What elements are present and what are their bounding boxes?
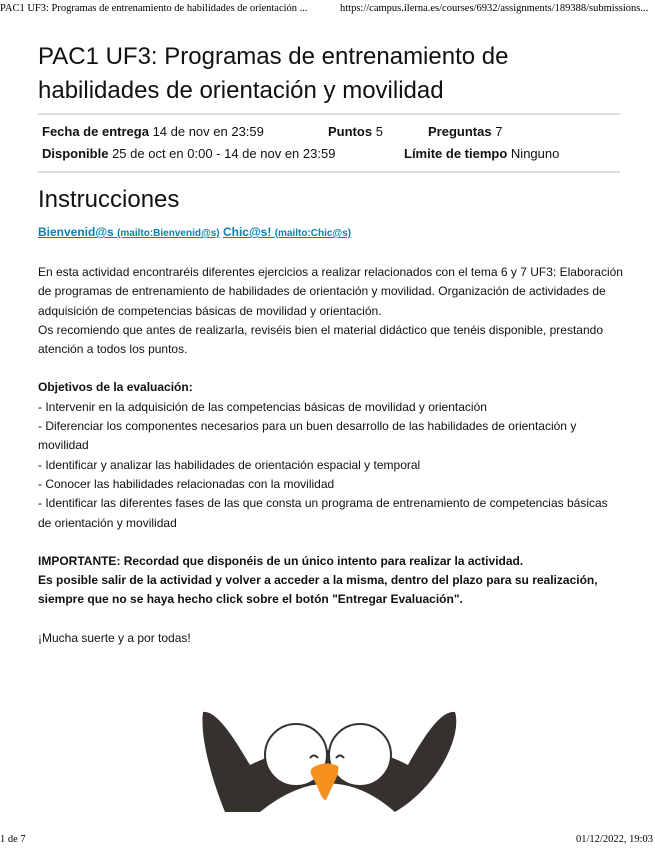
objective-item: - Conocer las habilidades relacionadas con la movilidad	[38, 476, 335, 491]
intro-paragraph: En esta actividad encontraréis diferentes ejercicios a realizar relacionados con el tema 6 y 7 UF3: Elaboración de programas de entrenamiento de habilidades de orientación y movilidad. Organización de actividades de adquisición de competencias básicas de movilidad y orientación. Os recomiendo que antes de realizarla, reviséis bien el material didáctico que tenéis disponible, prestando atención a todos los puntos.	[38, 265, 623, 357]
time-limit-value: Ninguno	[510, 146, 560, 161]
assignment-meta	[38, 113, 620, 173]
points-value: 5	[375, 124, 383, 139]
objective-item: - Diferenciar los componentes necesarios para un buen desarrollo de las habilidades de orientación y movilidad	[38, 419, 577, 453]
print-header-title: PAC1 UF3: Programas de entrenamiento de habilidades de orientación ...	[0, 3, 308, 14]
objective-item: - Intervenir en la adquisición de las competencias básicas de movilidad y orientación	[38, 399, 487, 414]
print-footer-page: 1 de 7	[0, 834, 26, 845]
instructions-body	[38, 263, 623, 667]
points-label: Puntos	[328, 124, 373, 139]
print-footer-datetime: 01/12/2022, 19:03	[575, 834, 653, 845]
available-value: 25 de oct en 0:00 - 14 de nov en 23:59	[112, 146, 336, 161]
closing-text: ¡Mucha suerte y a por todas!	[38, 630, 191, 645]
due-label: Fecha de entrega	[42, 124, 149, 139]
objectives-section	[38, 378, 623, 532]
questions-label: Preguntas	[428, 124, 492, 139]
page-title: PAC1 UF3: Programas de entrenamiento de habilidades de orientación y movilidad	[38, 43, 509, 104]
objective-item: - Identificar las diferentes fases de las que consta un programa de entrenamiento de competencias básicas de orientación y movilidad	[38, 496, 608, 530]
link-bienvenidos[interactable]: Bienvenid@s (mailto:Bienvenid@s)	[38, 225, 220, 239]
print-header-url: https://campus.ilerna.es/courses/6932/assignments/189388/submissions...	[340, 3, 649, 14]
objective-item: - Identificar y analizar las habilidades de orientación espacial y temporal	[38, 457, 421, 472]
questions-value: 7	[495, 124, 503, 139]
time-limit-label: Límite de tiempo	[404, 146, 508, 161]
penguin-illustration	[200, 700, 460, 812]
greeting-links	[38, 225, 351, 239]
available-label: Disponible	[42, 146, 109, 161]
important-notice: IMPORTANTE: Recordad que disponéis de un único intento para realizar la actividad. Es posible salir de la actividad y volver a acceder a la misma, dentro del plazo para su realización, siempre que no se haya hecho click sobre el botón "Entregar Evaluación".	[38, 553, 598, 607]
instructions-heading: Instrucciones	[38, 186, 180, 213]
due-value: 14 de nov en 23:59	[152, 124, 264, 139]
link-chicos[interactable]: Chic@s! (mailto:Chic@s)	[222, 225, 352, 239]
objectives-heading: Objetivos de la evaluación:	[38, 380, 193, 395]
